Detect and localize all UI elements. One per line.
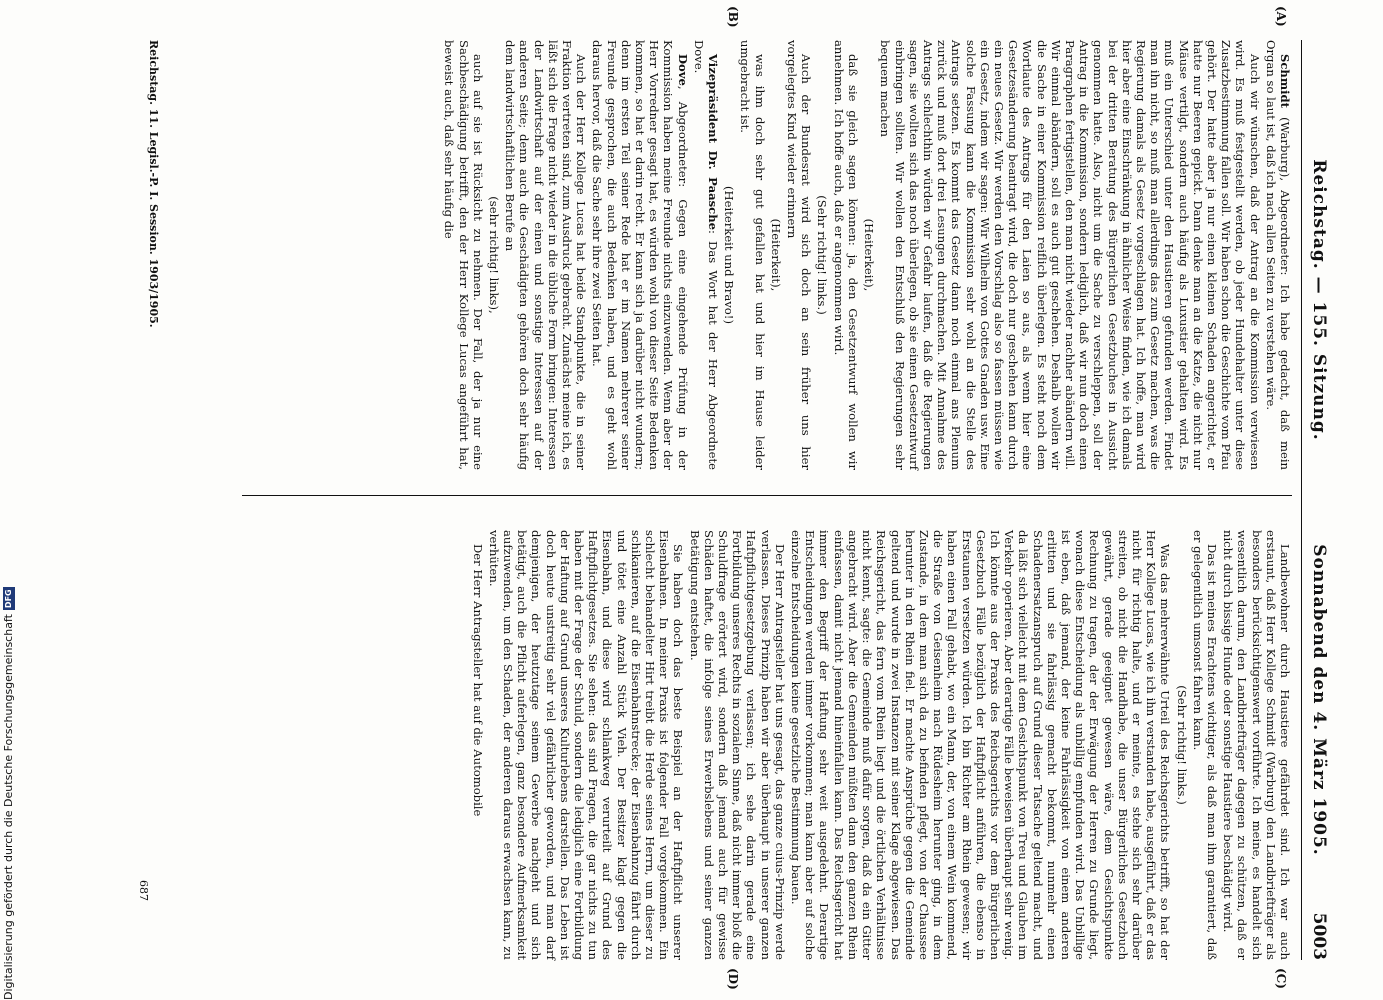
- header-date: Sonnabend den 4. März 1905.: [1309, 544, 1329, 856]
- rotated-document-page: [70, 0, 1340, 1000]
- speech-text: : Das Wort hat der Herr Abgeordnete Dove.: [691, 40, 721, 470]
- speaker-name: Dove: [675, 54, 690, 86]
- interjection: (sehr richtig! links),: [487, 196, 502, 314]
- digitization-credit: [2, 560, 15, 1000]
- speaker-paragraph: [590, 40, 689, 470]
- dfg-logo-icon: DFG: [3, 589, 13, 609]
- interjection: (Sehr richtig! links.): [1174, 685, 1189, 805]
- body-paragraph: Der Herr Antragsteller hat auf die Automobile: [470, 544, 485, 817]
- body-paragraph: Das ist meines Erachtens wichtiger, als daß man ihm garantiert, daß er gelegentlich umsonst fahren kann.: [1190, 530, 1219, 960]
- body-paragraph: Was das mehrerwähnte Urteil des Reichsgerichts betrifft, so hat der Herr Kollege Lucas, wie ich ihn verstanden habe, ausgeführt, daß er das nicht für richtig halte, und er meinte, es stehe sich sehr darüber streiten, ob nicht die Handhabe, die unser Bürgerliches Gesetzbuch gewährt, gerade geeignet gewesen wäre, dem Gesichtspunkte Rechnung zu tragen, der der Erwägung der Herren zu Grunde liegt, wonach diese Entscheidung als unbillig empfunden wird. Das Unbillige ist eben, daß jemand, der keine Fahrlässigkeit von einem anderen erlitten und sie fahrlässig gemacht bekommt, nunmehr einen Schadenersatzanspruch auf Grund dieser Tatsache geltend macht, und da läßt sich vielleicht mit dem Gesichtspunkt von Treu und Glauben im Verkehr operieren. Aber derartige Fälle beweisen überhaupt sehr wenig. Ich könnte aus der Praxis des Reichsgerichts vor dem Bürgerlichen Gesetzbuch Fälle bezüglich der Haftpflicht anführen, die ebenso in Erstaunen versetzen würden. Ich bin Richter am Rhein gewesen; wir haben einen Fall gehabt, wo ein Mann, der, von einem Wein kommend, die Straße von Geisenheim nach Rüdesheim herunter ging, in dem Zustande, in dem man sich da zu befinden pflegt, von der Chaussee herunter in den Rhein fiel. Er machte Ansprüche gegen die Gemeinde geltend und wurde in zwei Instanzen mit seiner Klage abgewiesen. Das Reichsgericht, das fern vom Rhein liegt und die örtlichen Verhältnisse nicht kennt, sagte: die Gemeinde muß dafür sorgen, daß da ein Gitter angebracht wird. Aber die Gemeinden müßten dann den ganzen Rhein einfassen, damit nicht jemand hineinfallen kann. Das Reichsgericht hat immer den Begriff der Haftung sehr weit ausgedehnt. Derartige Entscheidungen werden immer vorkommen; man kann aber auf solche einzelne Entscheidungen keine gesetzliche Bestimmung bauen.: [789, 530, 1173, 960]
- right-text-column: [468, 530, 1292, 960]
- footer-legislature-info: Reichstag. 11. Legisl.-P. I. Session. 1903/1905.: [147, 40, 160, 328]
- page-header: [1304, 40, 1334, 960]
- body-paragraph: Auch der Herr Kollege Lucas hat beide Standpunkte, die in seiner Fraktion vertreten sind, zum Ausdruck gebracht. Zunächst meine ich, es läßt sich die Frage nicht wieder in die übliche Form bringen: Interessen der Landwirtschaft auf der einen und sonstige Interessen auf der anderen Seite; denn auch die Geschädigten gehören doch sehr häufig dem landwirtschaftlichen Berufe an: [503, 40, 589, 470]
- body-paragraph: was ihm doch sehr gut gefallen hat und hier im Hause leider umgebracht ist.: [738, 40, 767, 470]
- interjection: (Heiterkeit und Bravo!): [722, 186, 737, 324]
- interjection: (Sehr richtig! links.): [815, 195, 830, 315]
- header-session-title: Reichstag. — 155. Sitzung.: [1309, 159, 1329, 441]
- body-paragraph: Auch der Bundesrat wird sich doch an sein früher uns hier vorgelegtes Kind wieder erinnern: [785, 40, 814, 470]
- body-paragraph: auch auf sie ist Rücksicht zu nehmen. Der Fall, der ja nur eine Sachbeschädigung betrifft, den der Herr Kollege Lucas angeführt hat, beweist auch, daß sehr häufig die: [442, 40, 485, 470]
- speech-text: , Abgeordneter: Gegen eine eingehende Prüfung in der Kommission haben meine Freunde nichts einzuwenden. Wenn aber der Herr Vorredner gesagt hat, es würden wohl von dieser Seite Bedenken kommen, so hat er darin recht. Er kann sich ja darüber nicht wundern; denn im ersten Teil seiner Rede hat er im Namen mehrerer seiner Freunde gesprochen, die auch Bedenken haben, und es geht wohl daraus hervor, daß die Sache sehr ihre zwei Seiten hat.: [590, 40, 690, 470]
- footer-sheet-number: 687: [137, 880, 150, 901]
- interjection: (Heiterkeit),: [768, 218, 783, 292]
- speech-text: (Warburg), Abgeordneter: Ich habe gedacht, daß mein Organ so laut ist, daß ich nach allen Seiten zu verstehen wäre.: [1263, 40, 1292, 470]
- body-paragraph: Landbewohner durch Haustiere gefährdet sind. Ich war auch erstaunt, daß Herr Kollege Schmidt (Warburg) den Landbriefträger als besonders berücksichtigenswert vorführte. Ich meine, es handelt sich wesentlich darum, den Landbriefträger dagegen zu schützen, daß er nicht durch bissige Hunde oder sonstige Haustiere beschädigt wird.: [1221, 530, 1292, 960]
- body-paragraph: daß sie gleich sagen können: ja, den Gesetzentwurf wollen wir annehmen. Ich hoffe auch, daß er angenommen wird.: [831, 40, 860, 470]
- margin-marker-a: (A): [1274, 6, 1288, 27]
- speaker-name: Schmidt: [1278, 54, 1292, 108]
- column-divider: [242, 495, 1292, 496]
- speaker-paragraph: [692, 40, 720, 470]
- speaker-name: Vizepräsident Dr. Paasche: [706, 54, 721, 231]
- header-rule: [1301, 40, 1302, 960]
- margin-marker-d: (D): [726, 968, 740, 990]
- margin-marker-c: (C): [1274, 968, 1288, 989]
- body-paragraph: Auch wir wünschen, daß der Antrag an die Kommission verwiesen wird. Es muß festgestellt werden, ob jeder Hundehalter unter diese Zusatzbestimmung fallen soll. Wir haben schon die Geschichte vom Pfau gehört. Der hatte aber ja nur einen kleinen Schaden angerichtet, er hatte nur Beeren gepickt. Dann denke man an die Katze, die nicht nur Mäuse vertilgt, sondern auch häufig als Luxustier gehalten wird. Es muß ein Unterschied unter den Haustieren gefunden werden. Findet man ihn nicht, so muß man allerdings das zum Gesetz machen, was die Regierung damals als Gesetz vorgeschlagen hat. Ich hoffe, man wird hier aber eine Einschränkung in ähnlicher Weise finden, wie ich damals bei der dritten Beratung des Bürgerlichen Gesetzbuches in Aussicht genommen hatte. Also, nicht um die Sache zu verschleppen, soll der Antrag in die Kommission, sondern lediglich, daß wir nun doch einen Paragraphen fertigstellen, den man nicht wieder nachher abändern will. Wir einmal abändern, soll es auch gut geschehen. Deshalb wollen wir die Sache in einer Kommission reiflich überlegen. Es steht noch dem Wortlaute des Antrags für den Laien so aus, als wenn hier eine Gesetzesänderung beantragt wird, die doch nur geschehen kann durch ein neues Gesetz. Wir werden den Vorschlag also so fassen müssen wie ein Gesetz, indem wir sagen: Wir Wilhelm von Gottes Gnaden usw. Eine solche Fassung kann die Kommission sehr wohl an die Stelle des Antrags setzen. Es kommt das Gesetz dann noch einmal ans Plenum zurück und muß dort drei Lesungen durchmachen. Mit Annahme des Antrags schlechthin würden wir Gefahr laufen, daß die Regierungen sagen, sie wollten sich das noch überlegen, ob sie einen Gesetzentwurf einbringen sollten. Wir wollen den Entschluß den Regierungen sehr bequem machen: [878, 40, 1262, 470]
- credit-text: Digitalisierung gefördert durch die Deutsche Forschungsgemeinschaft: [2, 614, 15, 1000]
- body-paragraph: Der Herr Antragsteller hat uns gesagt, das ganze cuius-Prinzip werde verlassen. Dieses Prinzip haben wir aber überhaupt in unserer ganzen Haftpflichtgesetzgebung verlassen; ich sehe darin gerade eine Fortbildung unseres Rechts in sozialem Sinne, daß nicht immer bloß die Schuldfrage erörtert wird, sondern daß jemand auch für gewisse Schäden haftet, die infolge seines Erwerbslebens und seiner ganzen Betätigung entstehen.: [687, 530, 787, 960]
- body-paragraph: Sie haben doch das beste Beispiel an der Haftpflicht unserer Eisenbahnen. In meiner Praxis ist folgender Fall vorgekommen. Ein schlecht behandelter Hirt treibt die Herde seines Herrn, um dieser zu schikanieren, auf die Eisenbahnstrecke; der Eisenbahnzug fährt durch und tötet eine Anzahl Stück Vieh. Der Besitzer klagt gegen die Eisenbahn, und diese wird schlankweg verurteilt auf Grund des Haftpflichtgesetzes. Sie sehen: das sind Fragen, die gar nichts zu tun haben mit der Frage der Schuld, sondern die lediglich eine Fortbildung der Haftung auf Grund unseres Kulturlebens darstellen. Das Leben ist doch heute unstreitig sehr viel gefährlicher geworden, und man darf demjenigen, der heutzutage seinem Gewerbe nachgeht und sich betätigt, auch die Pflicht auferlegen, ganz besondere Aufmerksamkeit aufzuwenden, um den Schaden, der anderen daraus erwachsen kann, zu verhüten.: [486, 530, 686, 960]
- speaker-paragraph: [1264, 40, 1292, 470]
- margin-marker-b: (B): [726, 6, 740, 28]
- left-text-column: [440, 40, 1292, 470]
- interjection: (Heiterkeit),: [862, 218, 877, 292]
- header-page-number: 5003: [1309, 912, 1329, 960]
